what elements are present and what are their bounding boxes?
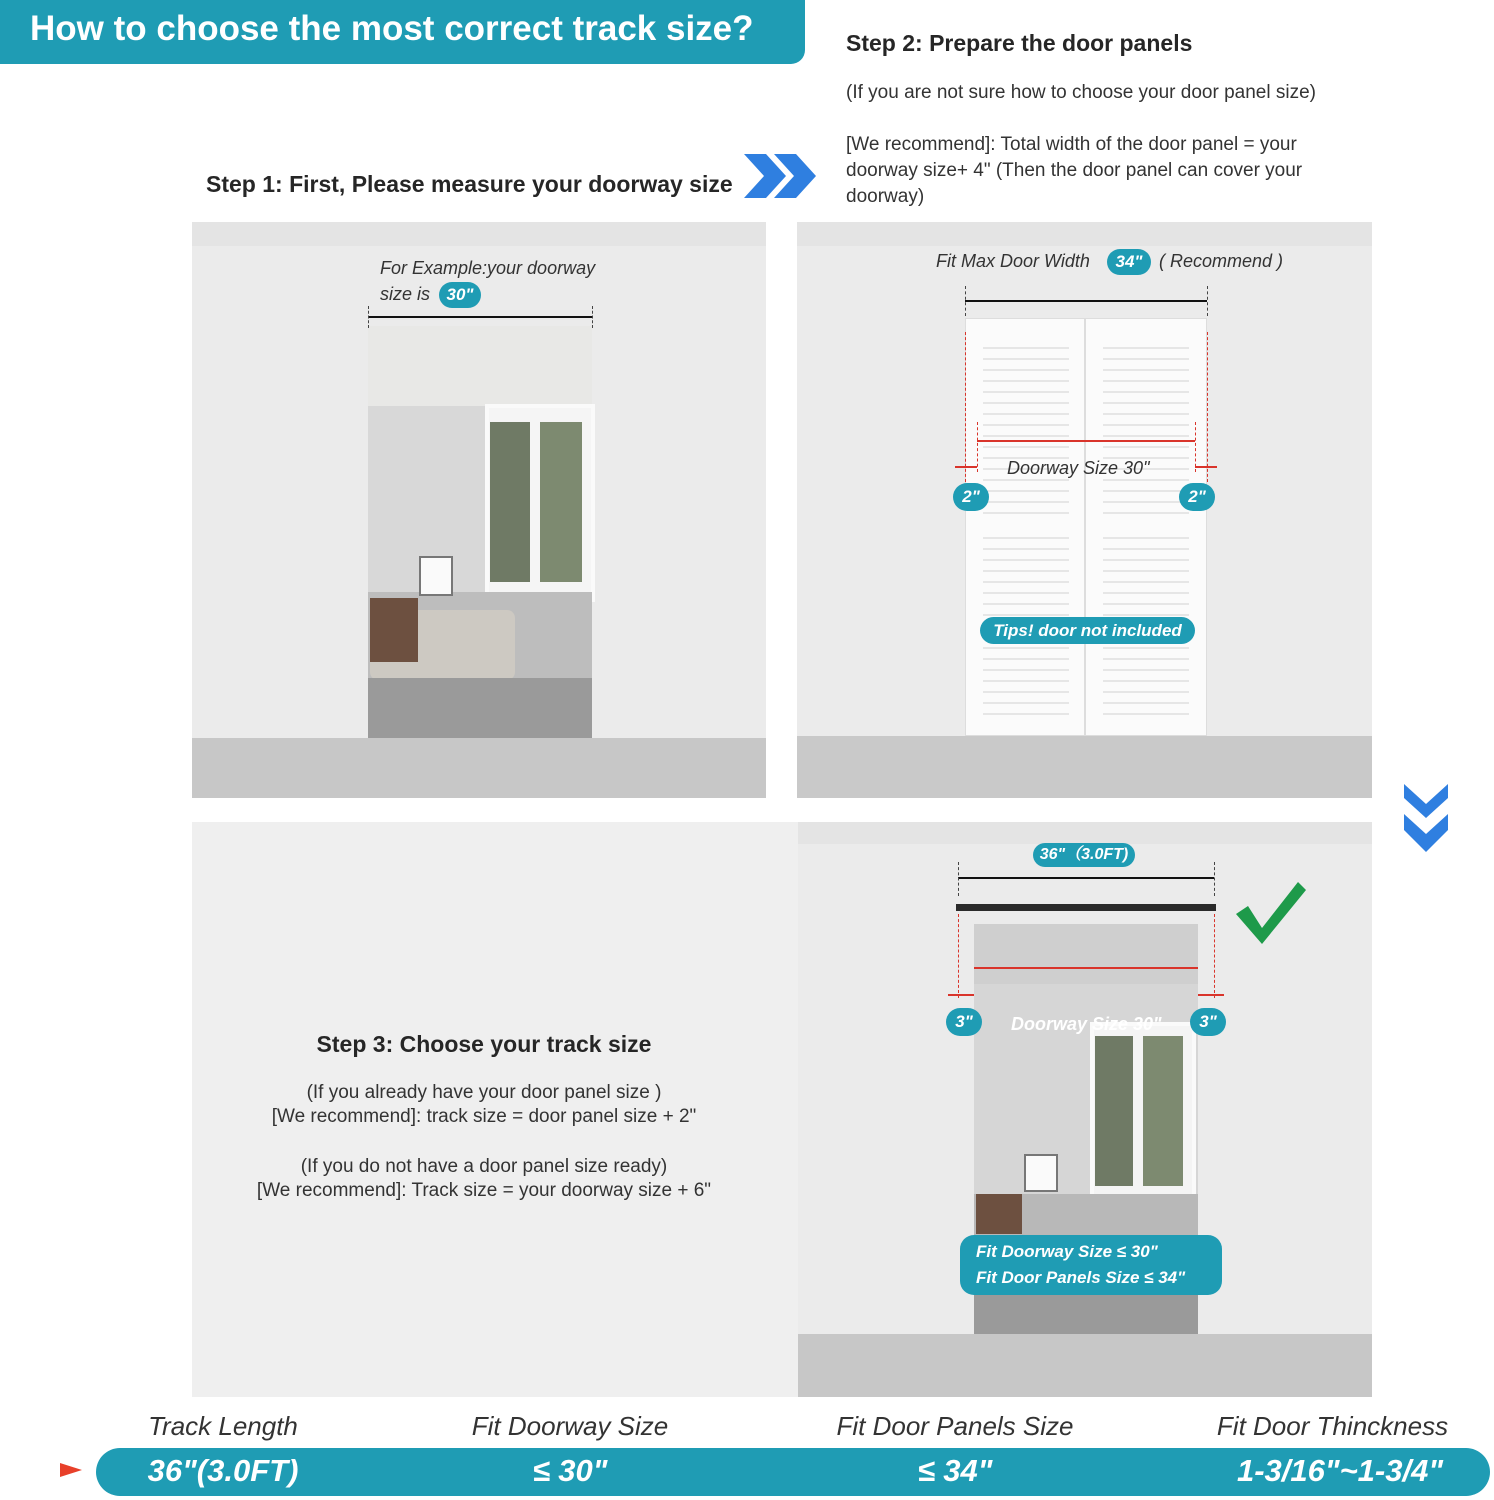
double-chevron-right-icon bbox=[740, 150, 820, 202]
step3-line3: (If you do not have a door panel size ready) bbox=[300, 1156, 668, 1177]
spec-value-fit-panels: ≤ 34" bbox=[917, 1453, 993, 1488]
checkmark-icon bbox=[1232, 878, 1310, 948]
step3-line1: (If you already have your door panel size ) bbox=[306, 1082, 662, 1103]
spec-value-track-length: 36"(3.0FT) bbox=[147, 1453, 299, 1488]
step3-fit-line1: Fit Doorway Size ≤ 30" bbox=[976, 1242, 1158, 1261]
step1-example-text: For Example:your doorway bbox=[380, 258, 596, 278]
step3-gap-left: 3" bbox=[946, 1008, 982, 1036]
step2-title: Step 2: Prepare the door panels bbox=[846, 30, 1193, 56]
pointer-arrow-icon bbox=[58, 1461, 84, 1479]
step1-doorway-image bbox=[192, 222, 766, 798]
step3-line4: [We recommend]: Track size = your doorway size + 6" bbox=[256, 1180, 712, 1201]
spec-header-fit-thickness: Fit Door Thinckness bbox=[1216, 1411, 1449, 1441]
step2-recommend-tag: ( Recommend ) bbox=[1159, 251, 1284, 271]
step2-gap-right: 2" bbox=[1179, 483, 1215, 511]
spec-value-fit-thickness: 1-3/16"~1-3/4" bbox=[1236, 1453, 1444, 1488]
step2-doorway-label: Doorway Size 30" bbox=[1007, 458, 1150, 478]
step3-title: Step 3: Choose your track size bbox=[316, 1031, 652, 1057]
step3-line2: [We recommend]: track size = door panel size + 2" bbox=[271, 1106, 697, 1127]
step2-fit-max-value: 34" bbox=[1107, 249, 1151, 275]
step2-fit-max-label: Fit Max Door Width bbox=[936, 251, 1090, 271]
step3-doorway-label: Doorway Size 30" bbox=[1011, 1014, 1162, 1034]
page-title-banner: How to choose the most correct track size? bbox=[0, 0, 805, 64]
step2-recommend: [We recommend]: Total width of the door panel = your doorway size+ 4" (Then the door panel can cover your doorway) bbox=[846, 134, 1303, 207]
step1-example-value: 30" bbox=[439, 282, 481, 308]
step3-fit-badge bbox=[960, 1235, 1222, 1295]
spec-header-fit-doorway: Fit Doorway Size bbox=[471, 1411, 669, 1441]
spec-header-track-length: Track Length bbox=[148, 1411, 298, 1441]
step3-fit-line2: Fit Door Panels Size ≤ 34" bbox=[976, 1268, 1186, 1287]
spec-header-fit-panels: Fit Door Panels Size bbox=[836, 1411, 1074, 1441]
step2-tip-badge: Tips! door not included bbox=[980, 617, 1195, 644]
step2-note: (If you are not sure how to choose your door panel size) bbox=[846, 82, 1316, 103]
double-chevron-down-icon bbox=[1400, 780, 1452, 858]
step3-track-value: 36"（3.0FT) bbox=[1033, 843, 1135, 867]
step1-example-text2: size is bbox=[380, 284, 431, 304]
spec-value-fit-doorway: ≤ 30" bbox=[532, 1453, 608, 1488]
step2-gap-left: 2" bbox=[953, 483, 989, 511]
step1-title: Step 1: First, Please measure your doorway size bbox=[206, 171, 733, 197]
step2-door-panels-image bbox=[797, 222, 1372, 798]
step3-gap-right: 3" bbox=[1190, 1008, 1226, 1036]
